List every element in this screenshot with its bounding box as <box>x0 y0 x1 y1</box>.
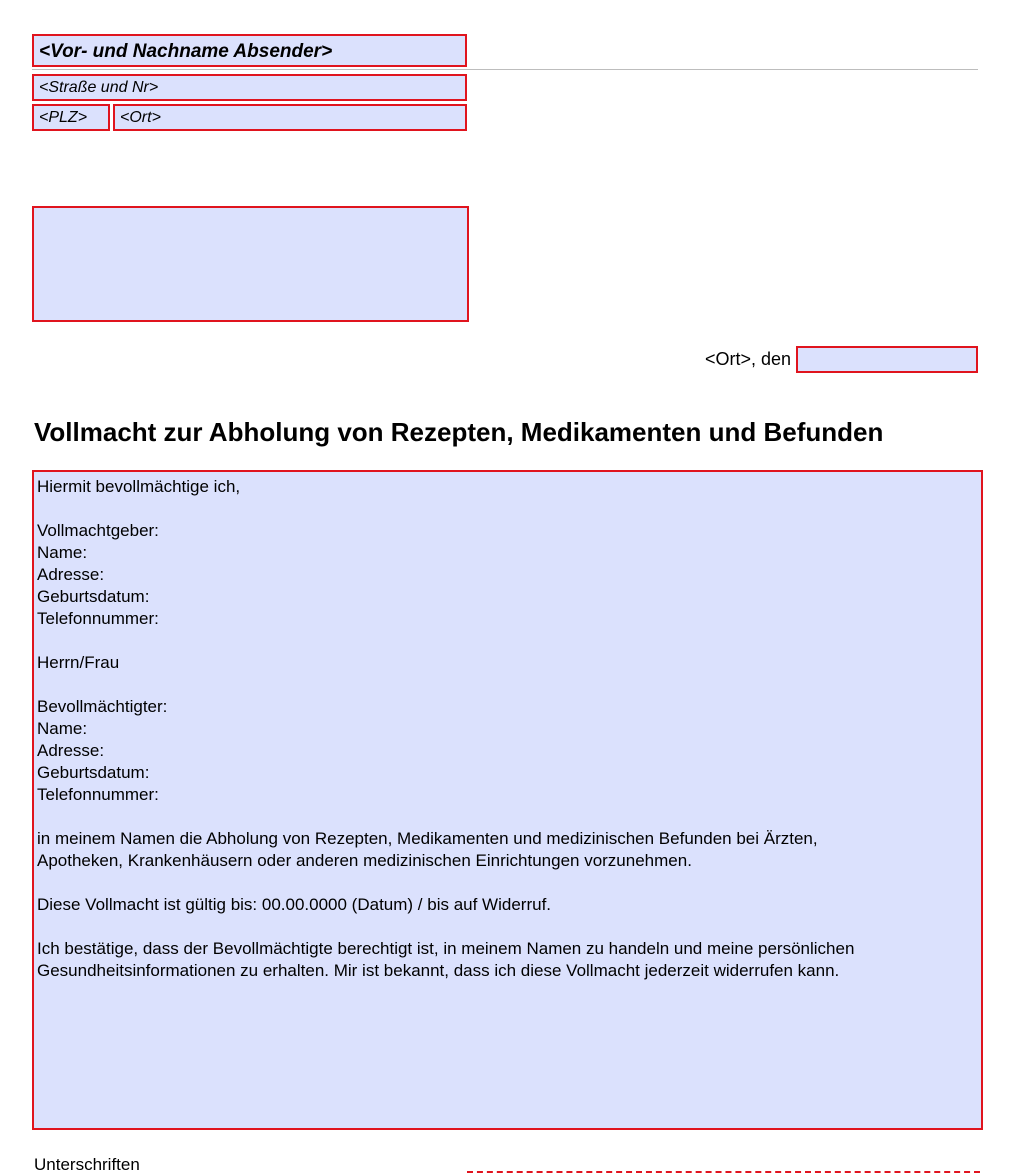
validity-paragraph <box>37 894 978 916</box>
grantor-name-label: Name: <box>37 543 88 562</box>
signature-line[interactable] <box>467 1171 980 1173</box>
purpose-line-2: Apotheken, Krankenhäusern oder anderen medizinischen Einrichtungen vorzunehmen. <box>37 851 692 870</box>
agent-heading: Bevollmächtigter: <box>37 697 168 716</box>
place-date-line <box>705 346 978 373</box>
purpose-paragraph <box>37 828 978 872</box>
salutation-text: Herrn/Frau <box>37 653 120 672</box>
date-field[interactable] <box>796 346 978 373</box>
grantor-address-label: Adresse: <box>37 565 105 584</box>
intro-text: Hiermit bevollmächtige ich, <box>37 477 241 496</box>
grantor-block <box>37 520 978 630</box>
agent-name-label: Name: <box>37 719 88 738</box>
agent-phone-label: Telefonnummer: <box>37 785 159 804</box>
sender-name-field[interactable]: <Vor- und Nachname Absender> <box>32 34 467 67</box>
document-title: Vollmacht zur Abholung von Rezepten, Medikamenten und Befunden <box>34 417 884 447</box>
agent-block <box>37 696 978 806</box>
agent-address-label: Adresse: <box>37 741 105 760</box>
sender-street-field[interactable]: <Straße und Nr> <box>32 74 467 101</box>
salutation-paragraph <box>37 652 978 674</box>
confirmation-line-1: Ich bestätige, dass der Bevollmächtigte berechtigt ist, in meinem Namen zu handeln und meine persönlichen <box>37 939 855 958</box>
recipient-address-field[interactable] <box>32 206 469 322</box>
letter-body-field[interactable] <box>32 470 983 1130</box>
place-date-label: <Ort>, den <box>704 349 791 369</box>
signatures-label: Unterschriften <box>34 1155 140 1174</box>
confirmation-paragraph <box>37 938 978 982</box>
grantor-heading: Vollmachtgeber: <box>37 521 159 540</box>
header-divider <box>32 69 978 70</box>
validity-text: Diese Vollmacht ist gültig bis: 00.00.0000 (Datum) / bis auf Widerruf. <box>37 895 552 914</box>
grantor-phone-label: Telefonnummer: <box>37 609 159 628</box>
agent-birthdate-label: Geburtsdatum: <box>37 763 150 782</box>
confirmation-line-2: Gesundheitsinformationen zu erhalten. Mir ist bekannt, dass ich diese Vollmacht jederzeit widerrufen kann. <box>37 961 840 980</box>
grantor-birthdate-label: Geburtsdatum: <box>37 587 150 606</box>
sender-zip-field[interactable]: <PLZ> <box>32 104 110 131</box>
sender-city-field[interactable]: <Ort> <box>113 104 467 131</box>
purpose-line-1: in meinem Namen die Abholung von Rezepten, Medikamenten und medizinischen Befunden bei Ärzten, <box>37 829 818 848</box>
intro-paragraph <box>37 476 978 498</box>
